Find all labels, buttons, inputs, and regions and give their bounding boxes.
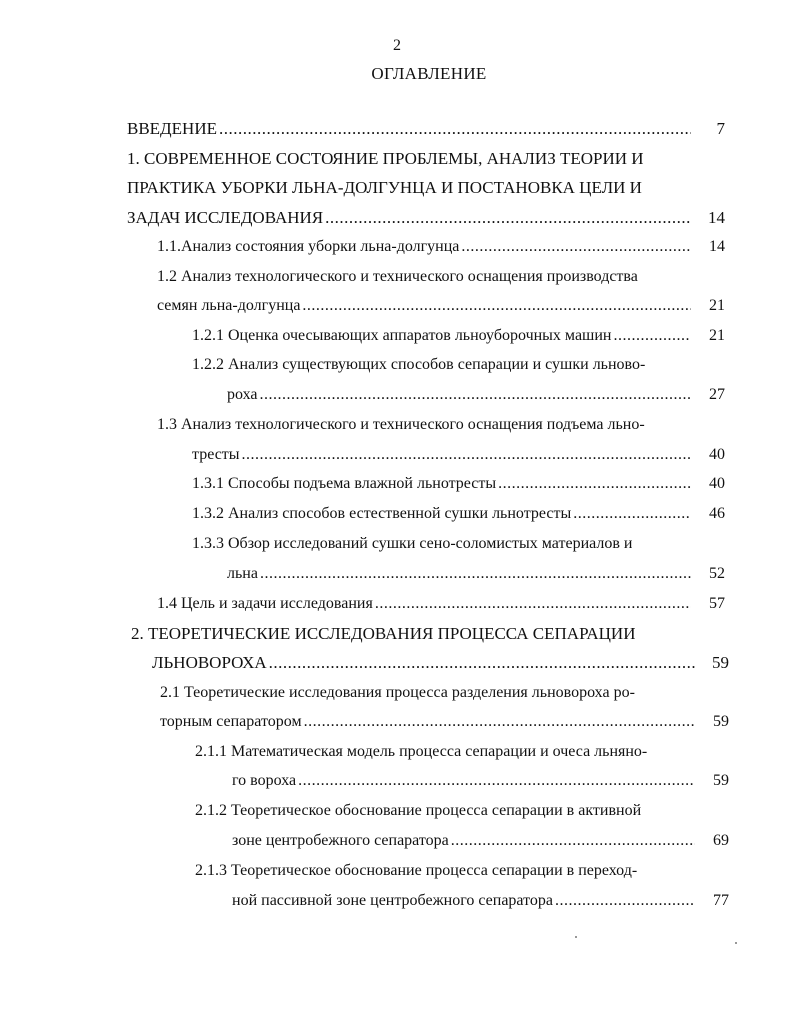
toc-page-number: 21 (709, 327, 725, 344)
scan-speck (575, 936, 577, 938)
toc-entry-text: ВВЕДЕНИЕ (127, 119, 217, 138)
toc-entry-section-1-4[interactable] (157, 591, 725, 617)
leader-dots (375, 591, 691, 617)
page-number: 2 (393, 37, 401, 54)
toc-entry-text: зоне центробежного сепаратора (232, 832, 449, 849)
toc-entry-section-1-3-1[interactable] (192, 471, 725, 497)
toc-entry-section-1-3-2[interactable] (192, 501, 725, 527)
toc-page-number: 59 (713, 772, 729, 789)
toc-entry-text: торным сепаратором (160, 713, 302, 730)
leader-dots (461, 234, 691, 260)
toc-page-number: 40 (709, 475, 725, 492)
toc-entry-introduction[interactable] (127, 116, 725, 142)
toc-entry-section-1-3[interactable] (192, 442, 725, 468)
leader-dots (498, 471, 691, 497)
leader-dots (298, 768, 695, 794)
toc-page-number: 21 (709, 297, 725, 314)
toc-entry-chapter-2[interactable] (152, 650, 729, 676)
toc-entry-text: семян льна-долгунца (157, 297, 301, 314)
toc-entry-section-2-1-line: 2.1 Теоретические исследования процесса разделения льновороха ро- (160, 684, 635, 701)
leader-dots (302, 293, 691, 319)
toc-page-number: 40 (709, 446, 725, 463)
toc-entry-section-1-3-3-line: 1.3.3 Обзор исследований сушки сено-соломистых материалов и (192, 535, 633, 552)
toc-entry-section-2-1-1-line: 2.1.1 Математическая модель процесса сепарации и очеса льняно- (195, 743, 648, 760)
toc-entry-chapter-1-line: 1. СОВРЕМЕННОЕ СОСТОЯНИЕ ПРОБЛЕМЫ, АНАЛИЗ ТЕОРИИ И (127, 149, 644, 168)
toc-title: ОГЛАВЛЕНИЕ (371, 64, 487, 83)
scan-speck (735, 942, 737, 944)
toc-entry-section-1-3-3[interactable] (227, 561, 725, 587)
toc-entry-text: роха (227, 386, 258, 403)
leader-dots (260, 561, 691, 587)
toc-page-number: 59 (713, 713, 729, 730)
toc-page-number: 14 (709, 238, 725, 255)
toc-entry-section-1-3-line: 1.3 Анализ технологического и технического оснащения подъема льно- (157, 416, 645, 433)
toc-entry-section-2-1-3-line: 2.1.3 Теоретическое обоснование процесса сепарации в переход- (195, 862, 638, 879)
toc-page-number: 52 (709, 565, 725, 582)
toc-entry-text: 1.1.Анализ состояния уборки льна-долгунца (157, 238, 460, 255)
toc-entry-text: 1.3.2 Анализ способов естественной сушки льнотресты (192, 505, 572, 522)
toc-entry-text: тресты (192, 446, 240, 463)
leader-dots (573, 501, 691, 527)
toc-entry-section-1-2-2-line: 1.2.2 Анализ существующих способов сепарации и сушки льново- (192, 356, 646, 373)
leader-dots (304, 709, 695, 735)
toc-entry-text: ной пассивной зоне центробежного сепаратора (232, 892, 553, 909)
leader-dots (269, 650, 695, 676)
toc-entry-text: 1.2.1 Оценка очесывающих аппаратов льноуборочных машин (192, 327, 612, 344)
toc-page-number: 7 (716, 119, 725, 138)
leader-dots (242, 442, 691, 468)
leader-dots (555, 888, 695, 914)
leader-dots (260, 382, 692, 408)
toc-entry-chapter-2-line: 2. ТЕОРЕТИЧЕСКИЕ ИССЛЕДОВАНИЯ ПРОЦЕССА СЕПАРАЦИИ (131, 624, 636, 643)
toc-entry-text: ЗАДАЧ ИССЛЕДОВАНИЯ (127, 208, 324, 227)
toc-entry-text: 1.4 Цель и задачи исследования (157, 595, 373, 612)
toc-page-number: 57 (709, 595, 725, 612)
toc-page-number: 14 (708, 208, 725, 227)
toc-entry-section-1-2-1[interactable] (192, 323, 725, 349)
toc-entry-text: го вороха (232, 772, 297, 789)
toc-entry-section-2-1-2-line: 2.1.2 Теоретическое обоснование процесса сепарации в активной (195, 802, 642, 819)
toc-entry-chapter-1[interactable] (127, 205, 725, 231)
leader-dots (325, 205, 691, 231)
leader-dots (219, 116, 691, 142)
toc-entry-section-2-1[interactable] (160, 709, 729, 735)
toc-page-number: 27 (709, 386, 725, 403)
toc-entry-section-1-2-line: 1.2 Анализ технологического и технического оснащения производства (157, 268, 638, 285)
leader-dots (614, 323, 692, 349)
toc-entry-section-1-2-2[interactable] (227, 382, 725, 408)
toc-entry-chapter-1-line: ПРАКТИКА УБОРКИ ЛЬНА-ДОЛГУНЦА И ПОСТАНОВКА ЦЕЛИ И (127, 178, 642, 197)
toc-entry-text: 1.3.1 Способы подъема влажной льнотресты (192, 475, 497, 492)
toc-page-number: 59 (712, 653, 729, 672)
toc-entry-text: льна (227, 565, 258, 582)
toc-entry-section-2-1-3[interactable] (232, 888, 729, 914)
toc-entry-section-2-1-2[interactable] (232, 828, 729, 854)
toc-entry-section-1-1[interactable] (157, 234, 725, 260)
toc-entry-section-1-2[interactable] (157, 293, 725, 319)
leader-dots (451, 828, 695, 854)
toc-page-number: 69 (713, 832, 729, 849)
toc-page-number: 77 (713, 892, 729, 909)
toc-page-number: 46 (709, 505, 725, 522)
toc-entry-text: ЛЬНОВОРОХА (152, 653, 267, 672)
toc-entry-section-2-1-1[interactable] (232, 768, 729, 794)
